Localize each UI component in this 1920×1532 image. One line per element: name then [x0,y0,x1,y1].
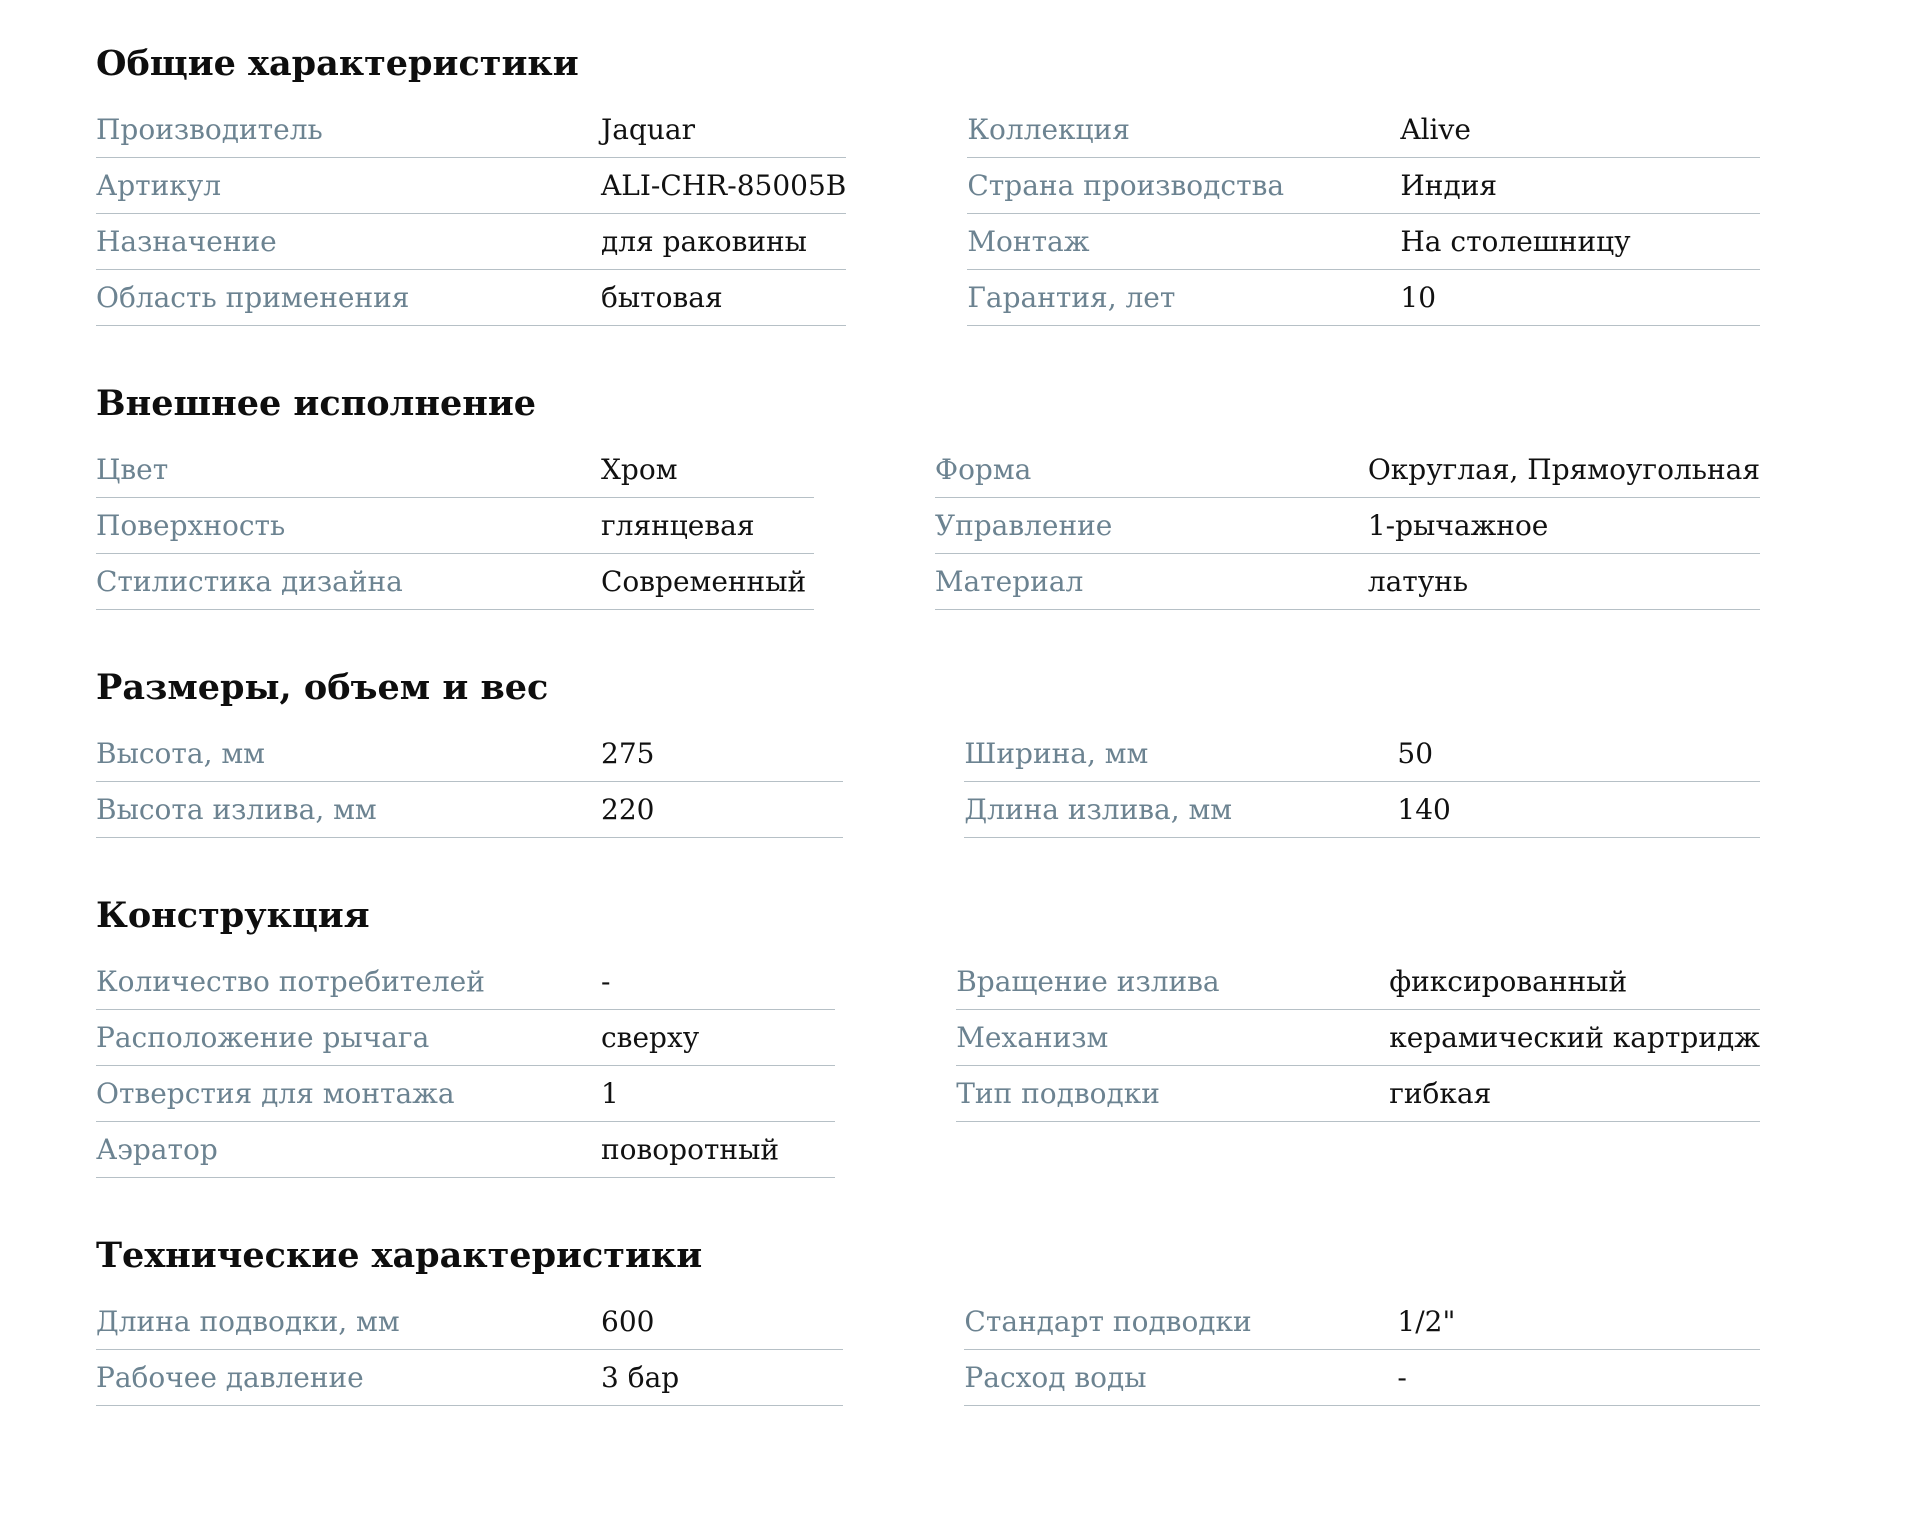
spec-value: Округлая, Прямоугольная [1367,453,1760,486]
section-title: Размеры, объем и вес [96,667,549,708]
section-title: Технические характеристики [96,1235,703,1276]
spec-section [96,1232,1760,1406]
spec-row [935,498,1760,554]
spec-column-right [967,102,1760,326]
spec-value: поворотный [601,1133,780,1166]
spec-row [964,726,1760,782]
spec-label: Расход воды [964,1361,1147,1394]
spec-value: - [1397,1361,1407,1394]
spec-row [96,1294,843,1350]
spec-row [967,158,1760,214]
spec-grid [96,1294,1760,1406]
spec-row [956,1010,1760,1066]
spec-label: Механизм [956,1021,1109,1054]
spec-row [96,1350,843,1406]
spec-value: латунь [1367,565,1469,598]
spec-value: гибкая [1389,1077,1492,1110]
spec-column-left [96,1294,843,1406]
spec-label: Производитель [96,113,323,146]
spec-label: Ширина, мм [964,737,1149,770]
spec-label: Отверстия для монтажа [96,1077,455,1110]
section-title: Общие характеристики [96,43,579,84]
spec-row [956,1066,1760,1122]
spec-value: 50 [1397,737,1434,770]
spec-label: Поверхность [96,509,286,542]
spec-section [96,664,1760,838]
spec-column-left [96,102,846,326]
spec-row [964,1350,1760,1406]
spec-label: Цвет [96,453,169,486]
spec-value: 3 бар [601,1361,680,1394]
spec-column-right [956,954,1760,1122]
spec-label: Управление [934,509,1113,542]
spec-column-right [935,442,1760,610]
spec-row [964,782,1760,838]
spec-label: Высота, мм [96,737,265,770]
spec-label: Вращение излива [956,965,1220,998]
spec-label: Длина подводки, мм [96,1305,400,1338]
spec-row [96,158,846,214]
spec-row [96,442,814,498]
spec-value: сверху [601,1021,700,1054]
spec-row [967,102,1760,158]
section-title: Внешнее исполнение [96,383,537,424]
spec-value: 275 [601,737,655,770]
spec-value: бытовая [601,281,723,314]
spec-value: Alive [1400,113,1471,146]
spec-label: Высота излива, мм [96,793,377,826]
spec-label: Область применения [96,281,410,314]
spec-value: На столешницу [1400,225,1631,258]
spec-label: Тип подводки [956,1077,1160,1110]
spec-label: Коллекция [967,113,1130,146]
spec-value: 1-рычажное [1367,509,1549,542]
spec-row [96,782,843,838]
spec-grid [96,442,1760,610]
spec-value: 140 [1397,793,1451,826]
spec-value: Хром [601,453,678,486]
spec-column-left [96,442,814,610]
spec-grid [96,954,1760,1178]
spec-row [96,102,846,158]
spec-value: ALI-CHR-85005B [601,169,847,202]
spec-label: Рабочее давление [96,1361,364,1394]
spec-row [967,270,1760,326]
spec-section [96,892,1760,1178]
spec-label: Стандарт подводки [964,1305,1252,1338]
spec-row [96,498,814,554]
spec-column-right [964,1294,1760,1406]
spec-label: Длина излива, мм [964,793,1233,826]
spec-value: фиксированный [1389,965,1628,998]
spec-label: Материал [934,565,1084,598]
spec-grid [96,102,1760,326]
spec-label: Количество потребителей [96,965,485,998]
spec-label: Расположение рычага [96,1021,430,1054]
spec-value: Индия [1400,169,1498,202]
spec-grid [96,726,1760,838]
spec-section [96,40,1760,326]
spec-value: 1/2" [1397,1305,1456,1338]
spec-row [96,214,846,270]
spec-label: Форма [934,453,1032,486]
spec-value: 10 [1400,281,1437,314]
spec-column-right [964,726,1760,838]
spec-row [96,726,843,782]
spec-value: - [601,965,611,998]
spec-value: 600 [601,1305,655,1338]
spec-row [956,954,1760,1010]
spec-label: Гарантия, лет [967,281,1176,314]
spec-row [935,442,1760,498]
spec-value: глянцевая [601,509,755,542]
spec-label: Артикул [96,169,222,202]
spec-row [96,1066,835,1122]
spec-column-left [96,954,835,1178]
spec-value: Jaquar [601,113,695,146]
spec-value: Современный [601,565,807,598]
spec-label: Страна производства [967,169,1285,202]
spec-section [96,380,1760,610]
spec-value: для раковины [601,225,807,258]
spec-row [967,214,1760,270]
spec-row [96,554,814,610]
spec-label: Стилистика дизайна [96,565,403,598]
spec-value: 220 [601,793,655,826]
spec-row [935,554,1760,610]
spec-row [96,954,835,1010]
spec-label: Монтаж [967,225,1090,258]
spec-row [96,1122,835,1178]
spec-row [96,1010,835,1066]
spec-column-left [96,726,843,838]
spec-value: керамический картридж [1389,1021,1760,1054]
spec-row [964,1294,1760,1350]
spec-label: Назначение [96,225,277,258]
spec-value: 1 [601,1077,619,1110]
spec-row [96,270,846,326]
spec-label: Аэратор [96,1133,218,1166]
section-title: Конструкция [96,895,370,936]
